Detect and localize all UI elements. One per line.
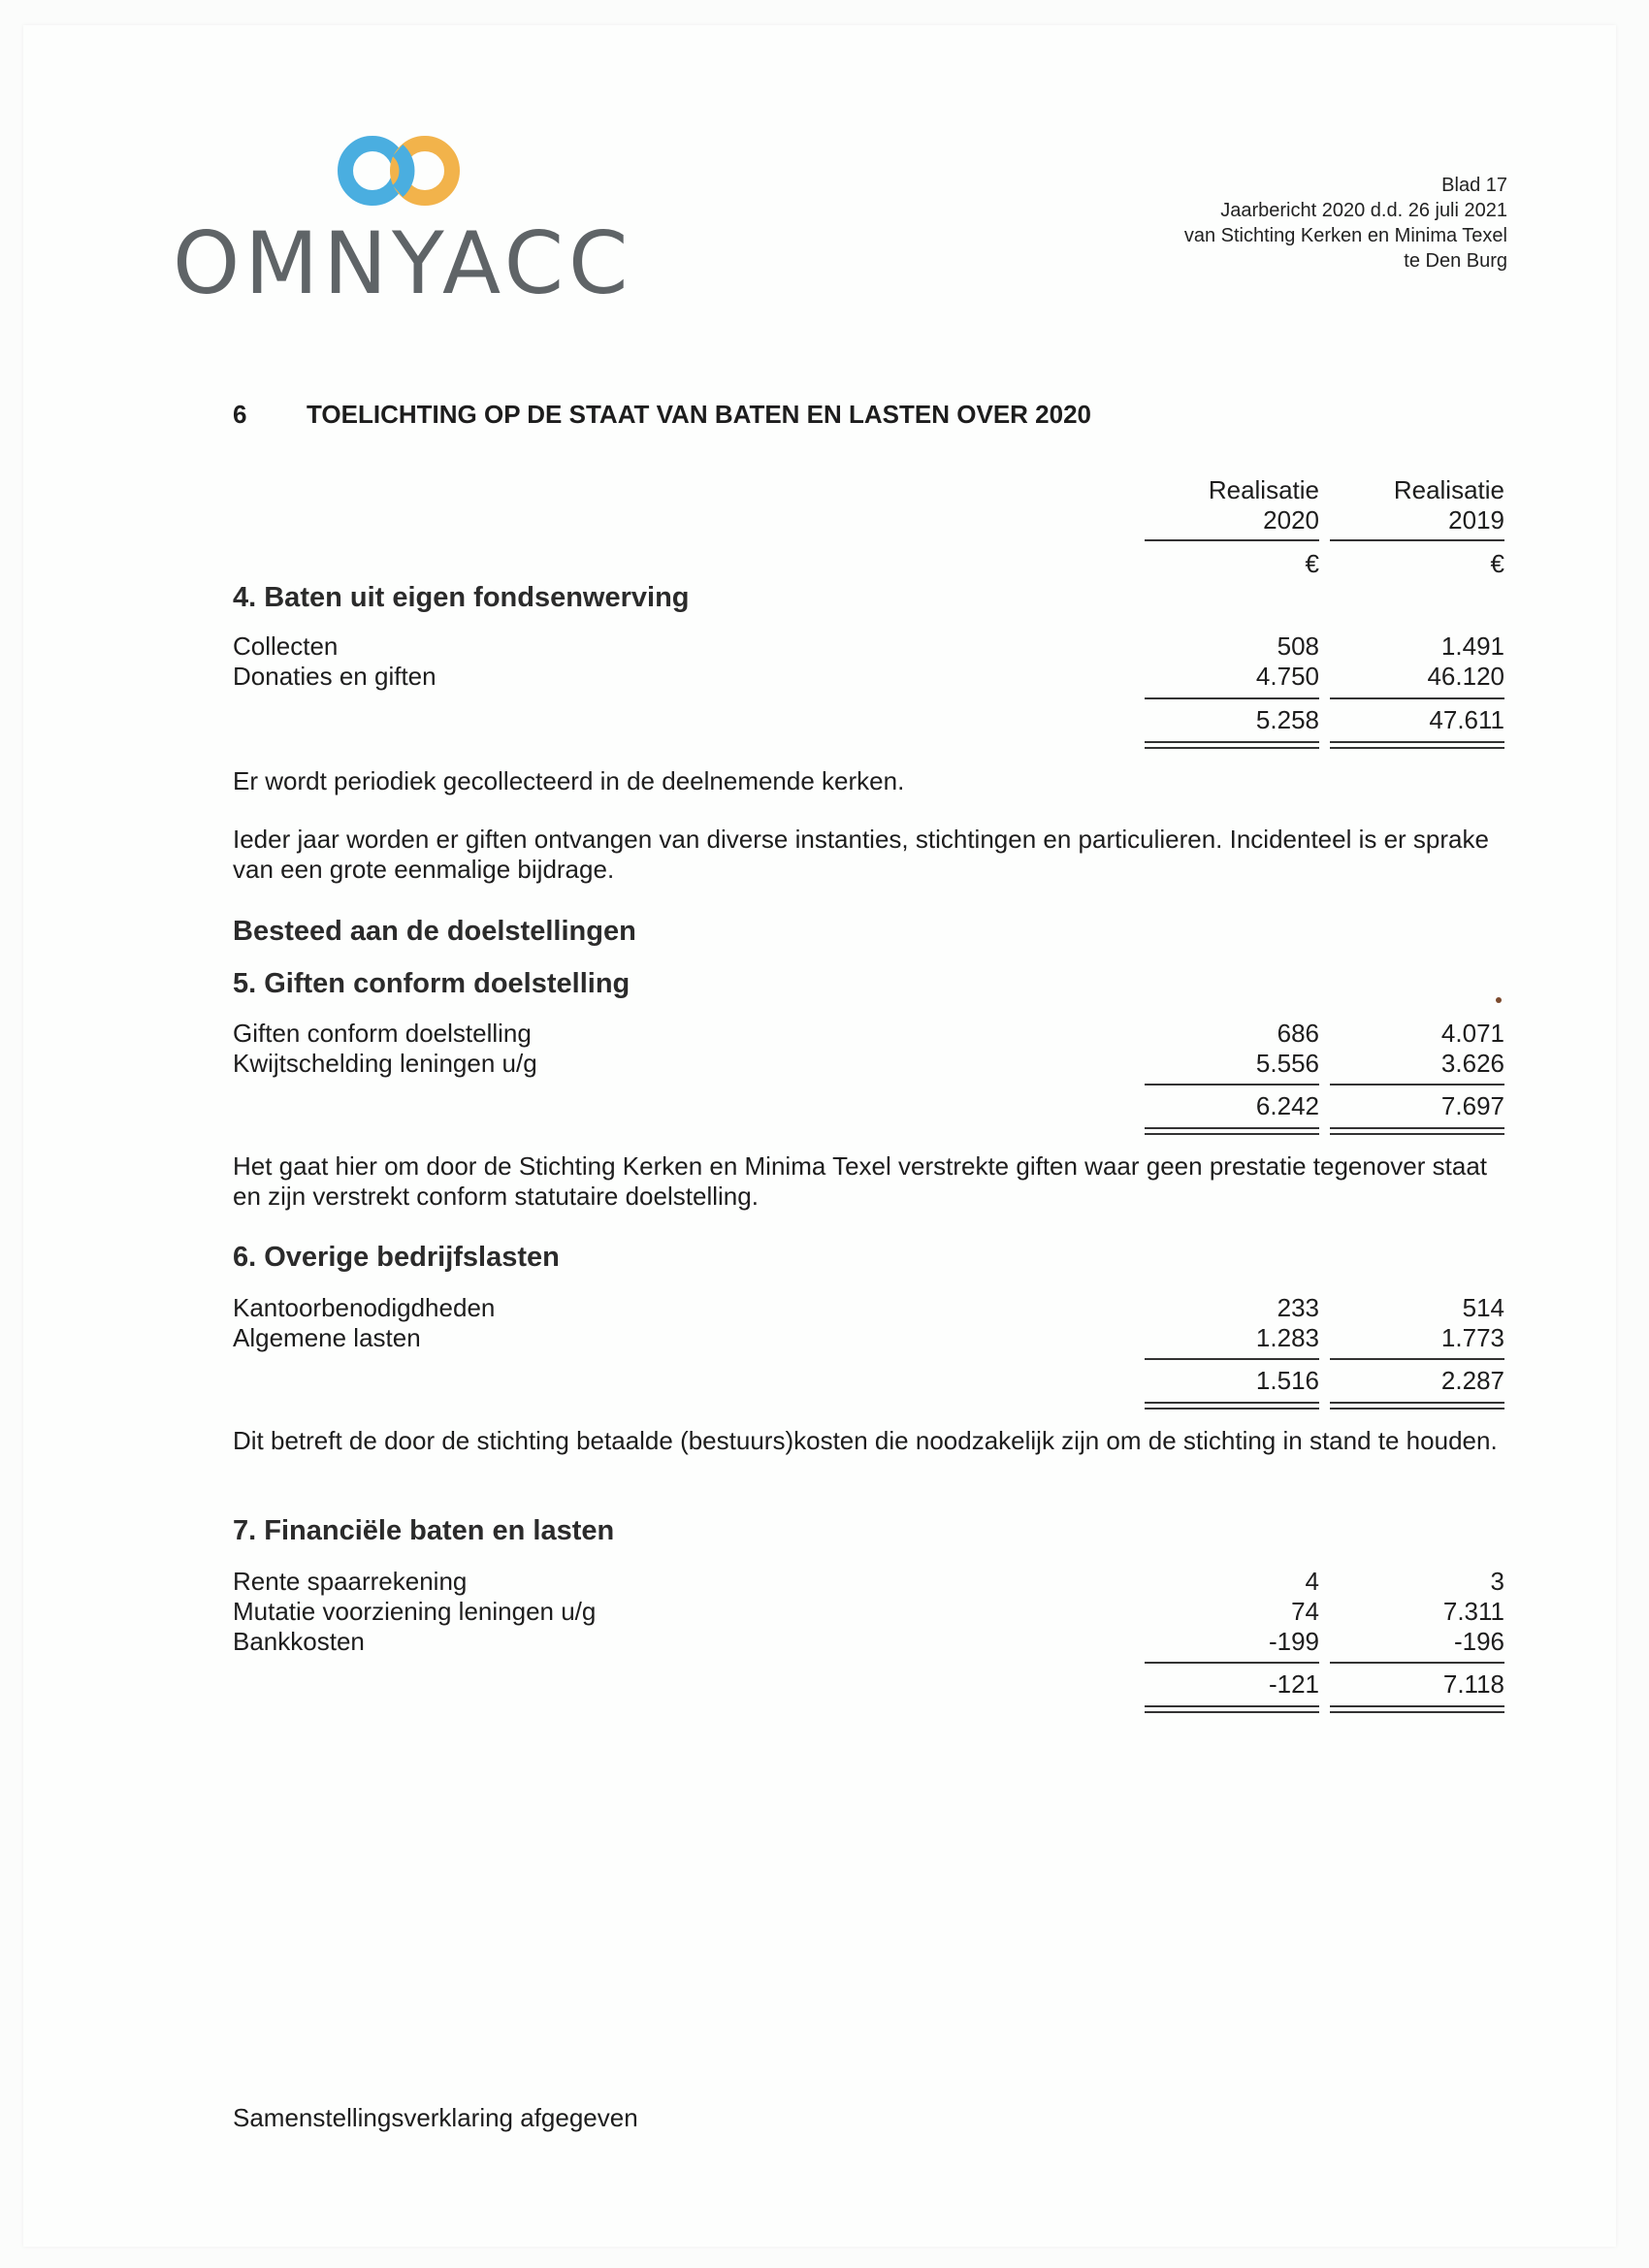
total-value-2019: 2.287 <box>1440 1366 1504 1395</box>
total-value-2020: -121 <box>1268 1669 1319 1699</box>
row-label: Giften conform doelstelling <box>233 1019 532 1048</box>
section-number: 6 <box>233 400 247 429</box>
row-value-2020: 233 <box>1277 1293 1319 1322</box>
total-double-line <box>1330 741 1504 749</box>
row-value-2019: 7.311 <box>1442 1597 1504 1626</box>
document-header <box>1184 173 1507 274</box>
row-label: Mutatie voorziening leningen u/g <box>233 1597 597 1626</box>
table-row <box>233 1627 1505 1657</box>
column-year: 2020 <box>1263 505 1319 535</box>
note-6-paragraph: Dit betreft de door de stichting betaalde (bestuurs)kosten die noodzakelijk zijn om de stichting in stand te houden. <box>233 1426 1498 1455</box>
total-value-2019: 7.118 <box>1442 1669 1504 1699</box>
total-row <box>233 1366 1505 1396</box>
subtotal-line <box>1145 1358 1319 1360</box>
total-double-line <box>1145 1127 1319 1135</box>
table-row <box>233 1049 1505 1079</box>
total-value-2020: 5.258 <box>1255 705 1319 734</box>
logo-wordmark: OMNYACC <box>173 213 633 313</box>
row-label: Kwijtschelding leningen u/g <box>233 1049 537 1078</box>
subtotal-line <box>1330 697 1504 699</box>
subtotal-line <box>1145 1662 1319 1664</box>
total-double-line <box>1330 1127 1504 1135</box>
row-value-2019: -196 <box>1453 1627 1504 1656</box>
column-year: 2019 <box>1448 505 1504 535</box>
total-row <box>233 705 1505 735</box>
header-location: te Den Burg <box>1404 250 1507 272</box>
scan-speck <box>1496 997 1502 1003</box>
note-6-heading: 6. Overige bedrijfslasten <box>233 1242 560 1273</box>
row-value-2020: 74 <box>1291 1597 1319 1626</box>
total-double-line <box>1145 1705 1319 1713</box>
row-value-2020: 508 <box>1277 632 1319 661</box>
total-value-2019: 47.611 <box>1429 705 1504 734</box>
column-label: Realisatie <box>1393 475 1504 504</box>
table-row <box>233 1019 1505 1049</box>
row-value-2019: 4.071 <box>1440 1019 1504 1048</box>
total-double-line <box>1145 1402 1319 1409</box>
currency-2019: € <box>1490 549 1504 578</box>
total-value-2020: 6.242 <box>1255 1091 1319 1120</box>
total-value-2020: 1.516 <box>1255 1366 1319 1395</box>
company-logo <box>173 134 638 313</box>
section-title-text: TOELICHTING OP DE STAAT VAN BATEN EN LASTEN OVER 2020 <box>307 400 1091 429</box>
subtotal-line <box>1330 1358 1504 1360</box>
column-underline <box>1330 539 1504 541</box>
column-header-2020 <box>1145 475 1319 535</box>
subtotal-line <box>1145 1084 1319 1085</box>
row-value-2019: 3.626 <box>1440 1049 1504 1078</box>
total-double-line <box>1330 1402 1504 1409</box>
total-row <box>233 1669 1505 1700</box>
column-header-2019 <box>1330 475 1504 535</box>
row-label: Bankkosten <box>233 1627 365 1656</box>
group-heading: Besteed aan de doelstellingen <box>233 916 636 947</box>
table-row <box>233 1323 1505 1353</box>
subtotal-line <box>1330 1084 1504 1085</box>
row-value-2019: 1.773 <box>1440 1323 1504 1352</box>
row-label: Algemene lasten <box>233 1323 421 1352</box>
row-value-2020: 1.283 <box>1255 1323 1319 1352</box>
row-value-2019: 514 <box>1462 1293 1504 1322</box>
total-double-line <box>1145 741 1319 749</box>
row-value-2019: 46.120 <box>1427 662 1504 691</box>
header-page-number: Blad 17 <box>1441 175 1507 196</box>
table-row <box>233 632 1505 662</box>
note-7-heading: 7. Financiële baten en lasten <box>233 1515 615 1546</box>
column-label: Realisatie <box>1208 475 1319 504</box>
row-label: Donaties en giften <box>233 662 436 691</box>
total-row <box>233 1091 1505 1121</box>
subtotal-line <box>1330 1662 1504 1664</box>
row-value-2020: 686 <box>1277 1019 1319 1048</box>
row-value-2019: 1.491 <box>1440 632 1504 661</box>
note-4-heading: 4. Baten uit eigen fondsenwerving <box>233 582 690 613</box>
table-row <box>233 662 1505 692</box>
total-value-2019: 7.697 <box>1440 1091 1504 1120</box>
note-5-paragraph: Het gaat hier om door de Stichting Kerken en Minima Texel verstrekte giften waar geen prestatie tegenover staat en zijn verstrekt conform statutaire doelstelling. <box>233 1151 1488 1211</box>
row-label: Rente spaarrekening <box>233 1567 468 1596</box>
total-double-line <box>1330 1705 1504 1713</box>
row-value-2020: 4 <box>1305 1567 1319 1596</box>
note-4-paragraph-1: Er wordt periodiek gecollecteerd in de deelnemende kerken. <box>233 766 905 795</box>
row-value-2020: 5.556 <box>1255 1049 1319 1078</box>
row-value-2020: 4.750 <box>1255 662 1319 691</box>
footer-note: Samenstellingsverklaring afgegeven <box>233 2103 638 2132</box>
header-organization: van Stichting Kerken en Minima Texel <box>1183 225 1507 246</box>
page-sheet <box>23 25 1616 2247</box>
subtotal-line <box>1145 697 1319 699</box>
table-row <box>233 1567 1505 1597</box>
table-row <box>233 1597 1505 1627</box>
note-5-heading: 5. Giften conform doelstelling <box>233 968 630 999</box>
currency-2020: € <box>1305 549 1319 578</box>
column-underline <box>1145 539 1319 541</box>
logo-rings-icon <box>336 134 462 208</box>
row-label: Collecten <box>233 632 339 661</box>
header-report-date: Jaarbericht 2020 d.d. 26 juli 2021 <box>1220 200 1507 221</box>
row-value-2019: 3 <box>1490 1567 1504 1596</box>
note-4-paragraph-2: Ieder jaar worden er giften ontvangen van diverse instanties, stichtingen en particulieren. Incidenteel is er sprake van een grote eenmalige bijdrage. <box>233 825 1489 884</box>
row-label: Kantoorbenodigdheden <box>233 1293 496 1322</box>
section-title <box>233 400 1091 430</box>
row-value-2020: -199 <box>1268 1627 1319 1656</box>
table-row <box>233 1293 1505 1323</box>
